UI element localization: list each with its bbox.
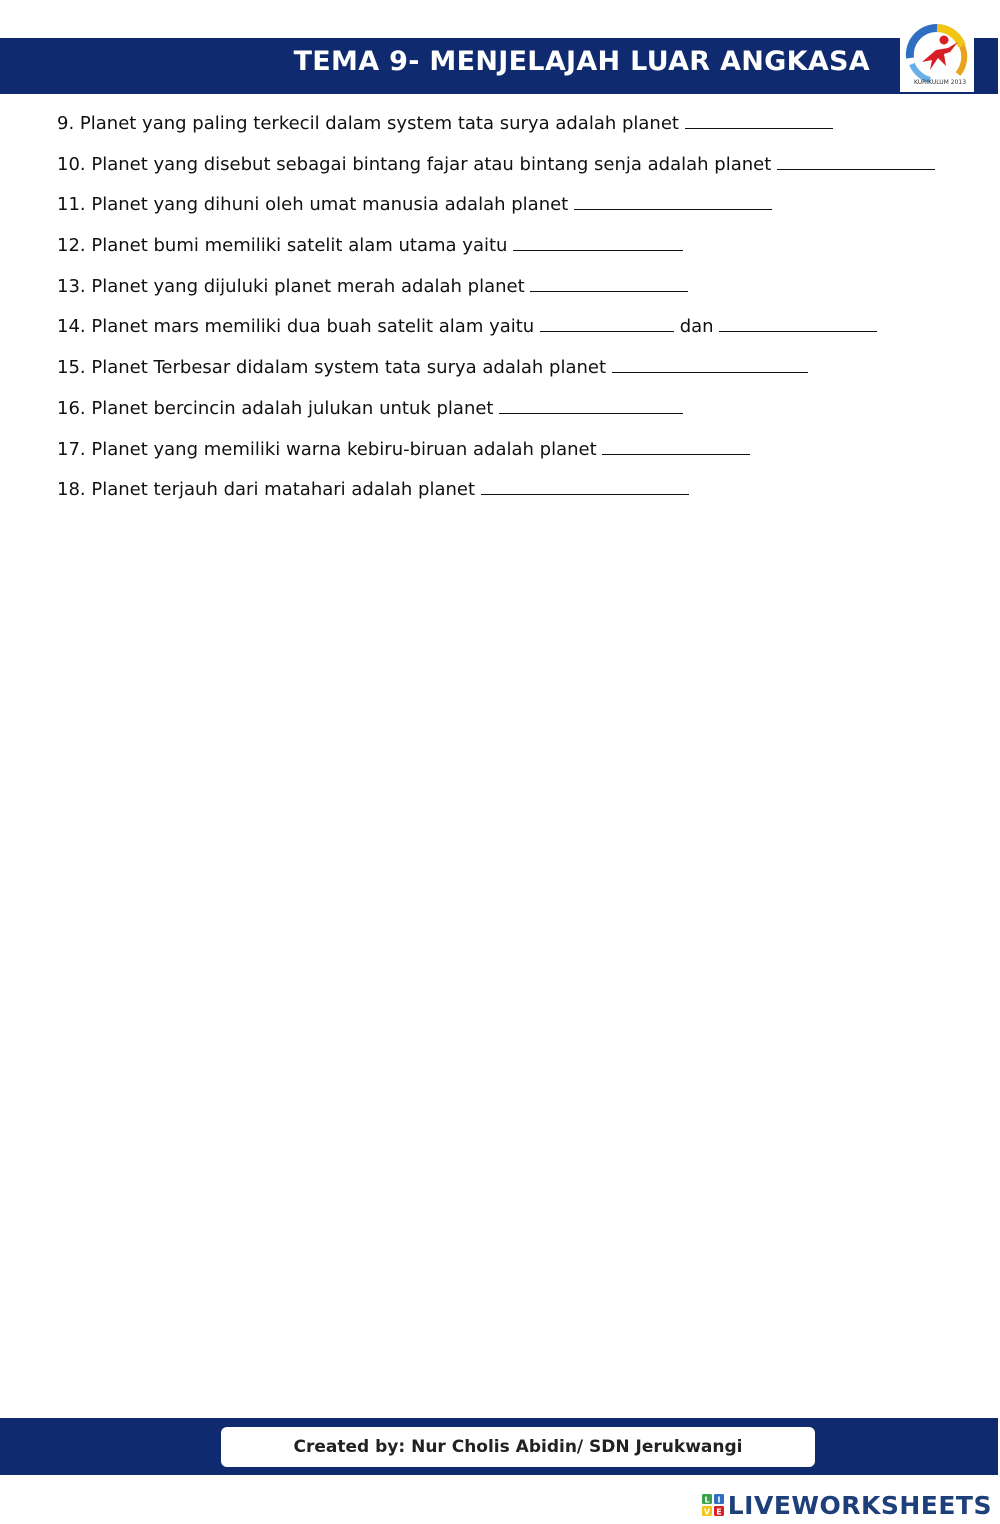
answer-blank[interactable] (602, 437, 750, 455)
question-18 (57, 477, 977, 518)
credit-text: Created by: Nur Cholis Abidin/ SDN Jerukwangi (293, 1437, 743, 1457)
question-list (57, 111, 977, 518)
question-9 (57, 111, 977, 152)
answer-blank[interactable] (685, 111, 833, 129)
question-text: 15. Planet Terbesar didalam system tata surya adalah planet (57, 357, 607, 379)
connector-text: dan (679, 316, 714, 338)
answer-blank[interactable] (481, 477, 689, 495)
liveworksheets-logo-icon (701, 1493, 725, 1517)
answer-blank[interactable] (530, 274, 688, 292)
question-text: 10. Planet yang disebut sebagai bintang fajar atau bintang senja adalah planet (57, 153, 772, 175)
credit-box (221, 1427, 815, 1467)
svg-text:V: V (703, 1507, 710, 1517)
question-text: 16. Planet bercincin adalah julukan untuk planet (57, 397, 494, 419)
answer-blank-1[interactable] (540, 314, 674, 332)
question-text: 14. Planet mars memiliki dua buah satelit alam yaitu (57, 316, 535, 338)
kurikulum-logo (900, 18, 974, 92)
question-17 (57, 437, 977, 478)
answer-blank[interactable] (612, 355, 808, 373)
answer-blank[interactable] (574, 192, 772, 210)
svg-text:E: E (716, 1507, 722, 1517)
liveworksheets-brand[interactable] (701, 1488, 992, 1522)
question-text: 9. Planet yang paling terkecil dalam system tata surya adalah planet (57, 113, 679, 134)
question-15 (57, 355, 977, 396)
svg-text:I: I (717, 1495, 721, 1505)
header-bar (0, 38, 998, 94)
question-text: 18. Planet terjauh dari matahari adalah planet (57, 479, 476, 501)
answer-blank[interactable] (777, 152, 935, 170)
question-16 (57, 396, 977, 437)
question-12 (57, 233, 977, 274)
question-text: 11. Planet yang dihuni oleh umat manusia adalah planet (57, 194, 569, 216)
answer-blank[interactable] (513, 233, 683, 251)
svg-text:KURIKULUM 2013: KURIKULUM 2013 (913, 79, 967, 86)
question-text: 12. Planet bumi memiliki satelit alam utama yaitu (57, 235, 508, 257)
kurikulum-logo-icon (900, 18, 974, 92)
question-text: 13. Planet yang dijuluki planet merah adalah planet (57, 275, 525, 297)
question-10 (57, 152, 977, 193)
svg-text:L: L (704, 1495, 710, 1505)
question-11 (57, 192, 977, 233)
answer-blank[interactable] (499, 396, 683, 414)
question-14 (57, 314, 977, 355)
page-title: TEMA 9- MENJELAJAH LUAR ANGKASA (293, 46, 870, 77)
answer-blank-2[interactable] (719, 314, 877, 332)
brand-text: LIVEWORKSHEETS (727, 1490, 992, 1520)
question-text: 17. Planet yang memiliki warna kebiru-biruan adalah planet (57, 438, 597, 460)
question-13 (57, 274, 977, 315)
